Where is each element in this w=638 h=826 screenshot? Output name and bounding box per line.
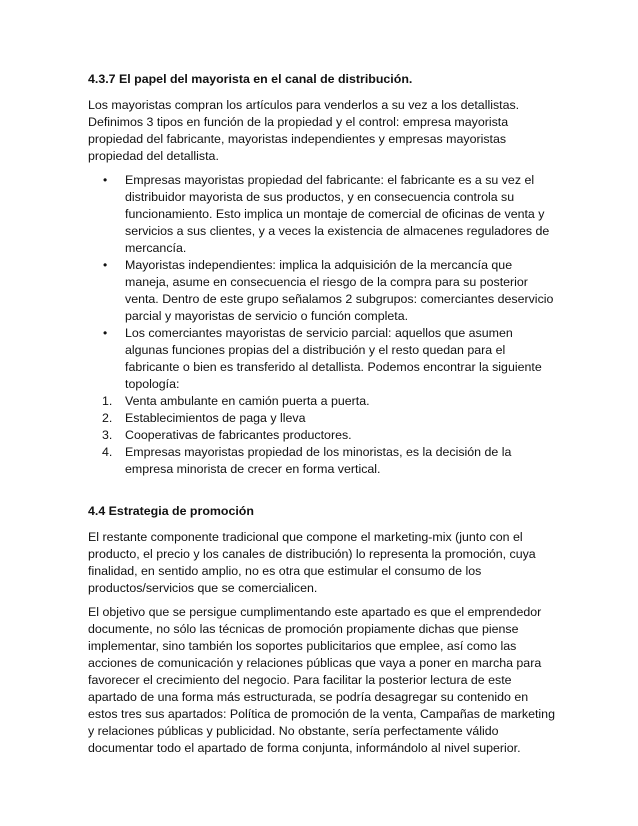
numbered-item-text: Empresas mayoristas propiedad de los minoristas, es la decisión de la empresa minorista de crecer en forma vertical. [125,445,512,476]
numbered-item [88,444,556,478]
bullet-marker: • [103,326,108,340]
numbered-item-text: Venta ambulante en camión puerta a puerta. [125,394,370,408]
section-spacer [88,478,556,503]
bullet-marker: • [103,173,108,187]
document-page [88,71,556,764]
item-number: 1. [102,394,113,408]
numbered-item [88,410,556,427]
body-paragraph: El restante componente tradicional que compone el marketing-mix (junto con el producto, el precio y los canales de distribución) lo representa la promoción, cuya finalidad, en sentido amplio, no es otra que estimular el consumo de los productos/servicios que se comercialicen. [88,530,536,595]
section-heading-4-3-7: 4.3.7 El papel del mayorista en el canal de distribución. [88,72,413,86]
body-paragraph: El objetivo que se persigue cumplimentando este apartado es que el emprendedor documente, no sólo las técnicas de promoción propiamente dichas que piense implementar, sino también los soportes publicitarios que emplee, así como las acciones de comunicación y relaciones públicas que vaya a poner en marcha para favorecer el crecimiento del negocio. Para facilitar la posterior lectura de este apartado de una forma más estructurada, se podría desagregar su contenido en estos tres sus apartados: Política de promoción de la venta, Campañas de marketing y relaciones públicas y publicidad. No obstante, sería perfectamente válido documentar todo el apartado de forma conjunta, informándolo al nivel superior. [88,605,555,755]
numbered-item-text: Establecimientos de paga y lleva [125,411,306,425]
bullet-item [88,325,556,393]
numbered-item [88,427,556,444]
bullet-item-text: Empresas mayoristas propiedad del fabricante: el fabricante es a su vez el distribuidor mayorista de sus productos, y en consecuencia controla su funcionamiento. Esto implica un montaje de comercial de oficinas de venta y servicios a sus clientes, y a veces la existencia de almacenes reguladores de mercancía. [125,173,550,255]
intro-paragraph: Los mayoristas compran los artículos para venderlos a su vez a los detallistas. Definimos 3 tipos en función de la propiedad y el control: empresa mayorista propiedad del fabricante, mayoristas independientes y empresas mayoristas propiedad del detallista. [88,98,520,163]
bullet-item [88,172,556,257]
numbered-list [88,393,556,478]
bullet-marker: • [103,258,108,272]
numbered-item [88,393,556,410]
numbered-item-text: Cooperativas de fabricantes productores. [125,428,352,442]
bullet-item [88,257,556,325]
item-number: 4. [102,445,113,459]
item-number: 2. [102,411,113,425]
item-number: 3. [102,428,113,442]
section-heading-4-4: 4.4 Estrategia de promoción [88,504,254,518]
bullet-item-text: Los comerciantes mayoristas de servicio parcial: aquellos que asumen algunas funciones propias del a distribución y el resto quedan para el fabricante o bien es transferido al detallista. Podemos encontrar la siguiente topología: [125,326,542,391]
bullet-list [88,172,556,393]
bullet-item-text: Mayoristas independientes: implica la adquisición de la mercancía que maneja, asume en consecuencia el riesgo de la compra para su posterior venta. Dentro de este grupo señalamos 2 subgrupos: comerciantes deservicio parcial y mayoristas de servicio o función completa. [125,258,554,323]
